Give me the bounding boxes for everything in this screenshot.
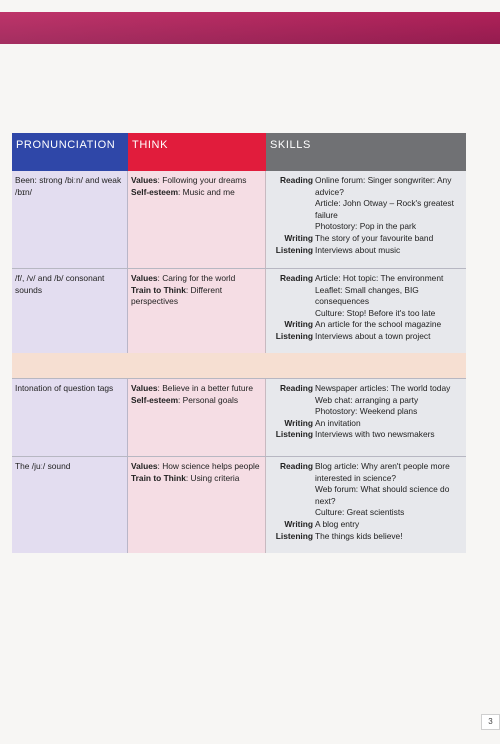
think-line xyxy=(131,473,262,485)
think-line xyxy=(131,285,262,308)
think-text: : Following your dreams xyxy=(157,175,247,185)
skill-label: Reading xyxy=(279,273,313,283)
skill-label: Listening xyxy=(275,429,313,440)
skill-item: Photostory: Weekend plans xyxy=(315,406,418,417)
think-line xyxy=(131,273,262,285)
skill-item: An invitation xyxy=(315,417,361,428)
skill-listening xyxy=(269,331,463,343)
skill-label: Writing xyxy=(284,518,313,529)
top-banner-shade xyxy=(0,12,500,44)
think-cell xyxy=(128,379,266,456)
skill-reading xyxy=(269,383,463,418)
skill-label: Reading xyxy=(279,383,313,393)
skill-listening xyxy=(269,531,463,543)
table-header xyxy=(12,133,466,171)
skill-label: Reading xyxy=(279,461,313,471)
skill-item: Blog article: Why aren't people more interested in science? xyxy=(315,461,450,483)
think-label: Values xyxy=(131,383,158,393)
pronunciation-cell: Intonation of question tags xyxy=(12,379,128,456)
skill-item: Interviews about music xyxy=(315,244,401,255)
pronunciation-cell: /f/, /v/ and /b/ consonant sounds xyxy=(12,269,128,353)
think-label: Train to Think xyxy=(131,472,186,483)
think-label: Self-esteem xyxy=(131,186,179,197)
skill-label: Writing xyxy=(284,319,313,330)
section-divider xyxy=(12,353,466,379)
top-banner xyxy=(0,0,500,44)
skill-writing xyxy=(269,418,463,430)
skill-reading xyxy=(269,273,463,319)
think-text: : Different perspectives xyxy=(131,284,223,307)
skill-item: The story of your favourite band xyxy=(315,232,434,243)
skill-item: Article: Hot topic: The environment xyxy=(315,273,444,283)
contents-table xyxy=(12,133,466,553)
skill-item: The things kids believe! xyxy=(315,530,403,541)
think-label: Values xyxy=(131,273,158,283)
skill-item: Online forum: Singer songwriter: Any advice? xyxy=(315,175,452,197)
skill-item: Culture: Great scientists xyxy=(315,507,405,518)
think-text: : Music and me xyxy=(178,186,235,197)
skills-cell xyxy=(266,171,466,268)
table-row xyxy=(12,379,466,457)
skill-item: Leaflet: Small changes, BIG consequences xyxy=(315,284,419,307)
skill-writing xyxy=(269,319,463,331)
think-label: Values xyxy=(131,461,158,471)
think-cell xyxy=(128,171,266,268)
skill-item: Photostory: Pop in the park xyxy=(315,221,417,232)
skill-item: Newspaper articles: The world today xyxy=(315,383,451,393)
skill-label: Listening xyxy=(275,330,313,341)
skills-cell xyxy=(266,457,466,553)
skill-item: Culture: Stop! Before it's too late xyxy=(315,307,436,318)
header-skills: SKILLS xyxy=(266,133,466,171)
think-line xyxy=(131,175,262,187)
page-number: 3 xyxy=(481,714,500,730)
skill-label: Reading xyxy=(279,175,313,185)
skill-item: Interviews with two newsmakers xyxy=(315,429,435,440)
skill-listening xyxy=(269,245,463,257)
skill-item: A blog entry xyxy=(315,518,360,529)
table-row xyxy=(12,457,466,553)
think-text: : Personal goals xyxy=(178,394,239,405)
skill-label: Listening xyxy=(275,530,313,541)
skills-cell xyxy=(266,379,466,456)
table-row xyxy=(12,269,466,353)
think-text: : Believe in a better future xyxy=(157,383,253,393)
skill-label: Writing xyxy=(284,417,313,428)
skill-writing xyxy=(269,233,463,245)
skill-writing xyxy=(269,519,463,531)
skill-item: Web chat: arranging a party xyxy=(315,394,419,405)
think-label: Self-esteem xyxy=(131,394,179,405)
skill-item: Article: John Otway – Rock's greatest failure xyxy=(315,198,454,220)
think-text: : How science helps people xyxy=(157,461,260,471)
skills-cell xyxy=(266,269,466,353)
skill-listening xyxy=(269,429,463,441)
skill-item: An article for the school magazine xyxy=(315,319,442,330)
think-text: : Caring for the world xyxy=(157,273,236,283)
skill-label: Listening xyxy=(275,244,313,255)
think-line xyxy=(131,187,262,199)
skill-item: Web forum: What should science do next? xyxy=(315,484,450,506)
pronunciation-cell: The /juː/ sound xyxy=(12,457,128,553)
think-line xyxy=(131,461,262,473)
think-cell xyxy=(128,457,266,553)
pronunciation-cell: Been: strong /biːn/ and weak /bɪn/ xyxy=(12,171,128,268)
think-label: Values xyxy=(131,175,158,185)
skill-reading xyxy=(269,461,463,519)
think-line xyxy=(131,395,262,407)
think-line xyxy=(131,383,262,395)
skill-item: Interviews about a town project xyxy=(315,330,431,341)
header-pronunciation: PRONUNCIATION xyxy=(12,133,128,171)
table-row xyxy=(12,171,466,269)
think-text: : Using criteria xyxy=(185,472,240,483)
think-cell xyxy=(128,269,266,353)
header-think: THINK xyxy=(128,133,266,171)
skill-label: Writing xyxy=(284,232,313,243)
think-label: Train to Think xyxy=(131,284,186,295)
skill-reading xyxy=(269,175,463,233)
